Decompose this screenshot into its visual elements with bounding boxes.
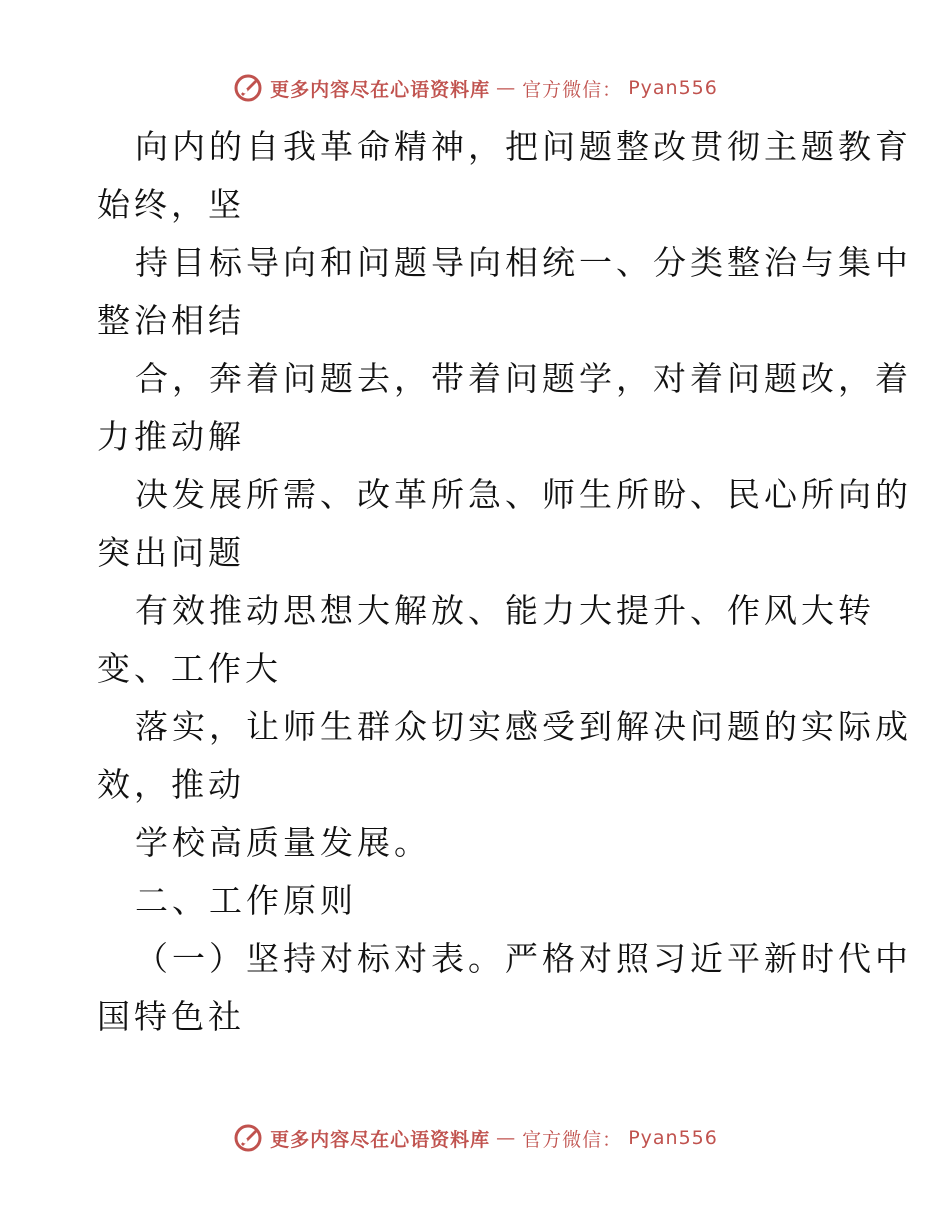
watermark-site-name: 更多内容尽在心语资料库 bbox=[270, 1128, 491, 1151]
watermark-separator: — bbox=[496, 77, 517, 99]
watermark-wechat-id: Pyan556 bbox=[628, 77, 718, 99]
body-line: 国特色社 bbox=[97, 997, 245, 1036]
body-line: 有效推动思想大解放、能力大提升、作风大转 bbox=[135, 591, 875, 630]
document-body bbox=[97, 118, 912, 1046]
body-line: （一）坚持对标对表。严格对照习近平新时代中 bbox=[135, 939, 912, 978]
body-line: 持目标导向和问题导向相统一、分类整治与集中 bbox=[135, 243, 912, 282]
body-line: 向内的自我革命精神，把问题整改贯彻主题教育 bbox=[135, 127, 912, 166]
body-line: 始终，坚 bbox=[97, 185, 245, 224]
body-line: 变、工作大 bbox=[97, 649, 282, 688]
watermark-wechat-label: 官方微信： bbox=[522, 78, 623, 101]
section-heading: 二、工作原则 bbox=[135, 881, 357, 920]
body-line: 力推动解 bbox=[97, 417, 245, 456]
body-line: 决发展所需、改革所急、师生所盼、民心所向的 bbox=[135, 475, 912, 514]
body-line: 学校高质量发展。 bbox=[135, 823, 431, 862]
body-line: 突出问题 bbox=[97, 533, 245, 572]
watermark-site-name: 更多内容尽在心语资料库 bbox=[270, 78, 491, 101]
quill-logo-icon bbox=[232, 72, 264, 104]
quill-logo-icon bbox=[232, 1122, 264, 1154]
body-line: 落实，让师生群众切实感受到解决问题的实际成 bbox=[135, 707, 912, 746]
footer-watermark bbox=[0, 1122, 950, 1154]
body-line: 效，推动 bbox=[97, 765, 245, 804]
header-watermark bbox=[0, 72, 950, 104]
watermark-separator: — bbox=[496, 1127, 517, 1149]
body-line: 合，奔着问题去，带着问题学，对着问题改，着 bbox=[135, 359, 912, 398]
watermark-wechat-label: 官方微信： bbox=[522, 1128, 623, 1151]
body-line: 整治相结 bbox=[97, 301, 245, 340]
watermark-wechat-id: Pyan556 bbox=[628, 1127, 718, 1149]
